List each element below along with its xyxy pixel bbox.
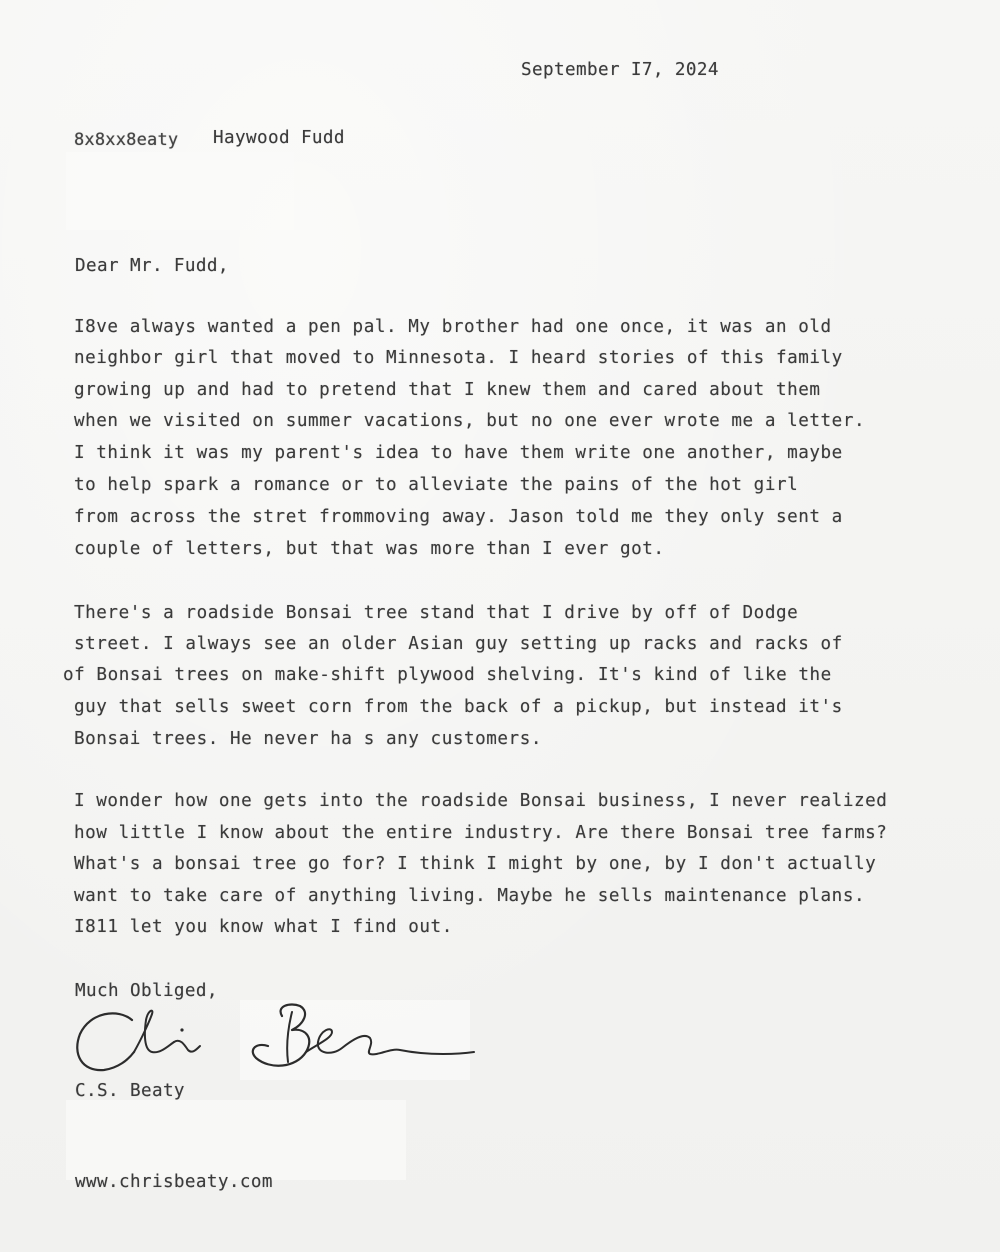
website-url: www.chrisbeaty.com (75, 1172, 273, 1192)
paragraph-line: There's a roadside Bonsai tree stand that I drive by off of Dodge (74, 603, 799, 623)
paragraph-line: street. I always see an older Asian guy setting up racks and racks of (74, 634, 843, 654)
paragraph-line: couple of letters, but that was more than I ever got. (74, 539, 665, 559)
struck-out-text: 8x8xx8eaty (74, 130, 179, 150)
recipient-name: Haywood Fudd (213, 128, 345, 148)
paragraph-line: growing up and had to pretend that I knew them and cared about them (74, 380, 821, 400)
paragraph-line: I811 let you know what I find out. (74, 917, 453, 937)
letter-date: September I7, 2024 (521, 60, 719, 80)
closing: Much Obliged, (75, 981, 218, 1001)
paragraph-line: guy that sells sweet corn from the back of a pickup, but instead it's (74, 697, 843, 717)
paragraph-line: I wonder how one gets into the roadside Bonsai business, I never realized (74, 791, 888, 811)
paragraph-line: to help spark a romance or to alleviate the pains of the hot girl (74, 475, 799, 495)
typed-signature-name: C.S. Beaty (75, 1081, 185, 1101)
handwritten-signature (70, 998, 490, 1088)
paragraph-line: I think it was my parent's idea to have them write one another, maybe (74, 443, 843, 463)
salutation: Dear Mr. Fudd, (75, 256, 229, 276)
paper-patch (66, 152, 294, 230)
paragraph-line: neighbor girl that moved to Minnesota. I heard stories of this family (74, 348, 843, 368)
paragraph-line: Bonsai trees. He never ha s any customers. (74, 729, 542, 749)
paper-patch (66, 1100, 406, 1180)
paragraph-line: how little I know about the entire industry. Are there Bonsai tree farms? (74, 823, 888, 843)
paragraph-line: when we visited on summer vacations, but no one ever wrote me a letter. (74, 411, 866, 431)
paragraph-line: What's a bonsai tree go for? I think I might by one, by I don't actually (74, 854, 877, 874)
paragraph-line: I8ve always wanted a pen pal. My brother had one once, it was an old (74, 317, 832, 337)
paragraph-line: from across the stret frommoving away. Jason told me they only sent a (74, 507, 843, 527)
paragraph-line: of Bonsai trees on make-shift plywood shelving. It's kind of like the (63, 665, 832, 685)
paragraph-line: want to take care of anything living. Maybe he sells maintenance plans. (74, 886, 866, 906)
